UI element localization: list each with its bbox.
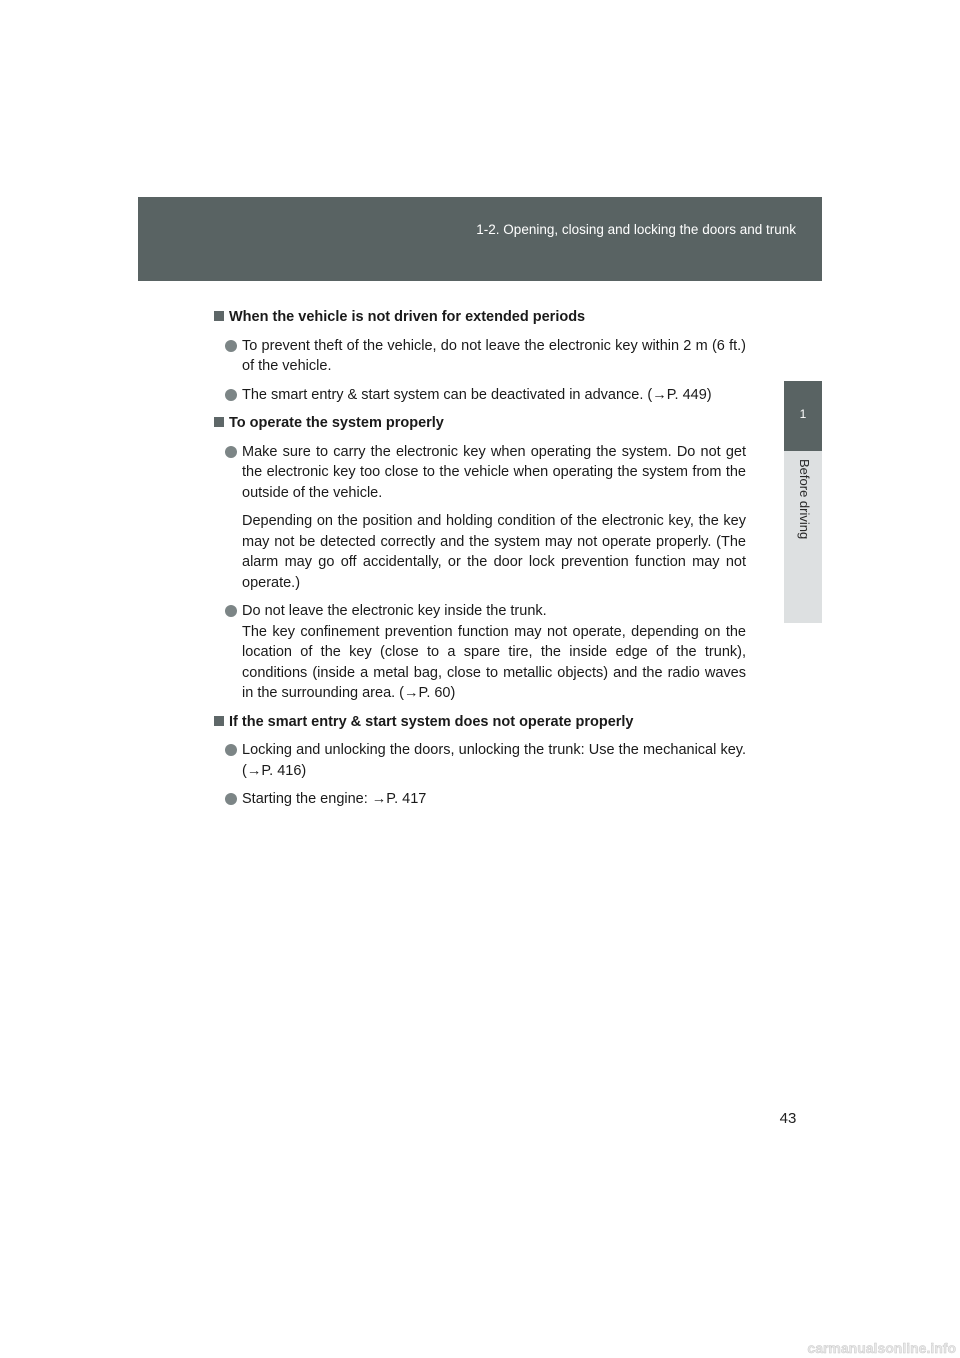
list-item-text: Depending on the position and holding condition of the electronic key, the key may not be detected correctly and the system may not operate properly. (The alarm may go off accidentally, or the door lock prevention function may not operate.): [242, 513, 746, 591]
section-heading-text: When the vehicle is not driven for extended periods: [229, 309, 586, 325]
list-item-text: To prevent theft of the vehicle, do not leave the electronic key within 2 m (6 ft.) of the vehicle.: [242, 337, 746, 374]
list-item-text: Locking and unlocking the doors, unlocking the trunk: Use the mechanical key. (→P. 416): [242, 742, 746, 779]
list-item: [214, 789, 746, 810]
list-item-text: Do not leave the electronic key inside the trunk.: [242, 603, 547, 619]
page-header-band: [138, 197, 822, 281]
section-heading: [214, 307, 746, 328]
list-item-text: The smart entry & start system can be deactivated in advance. (→P. 449): [242, 386, 712, 403]
square-bullet-icon: [214, 311, 224, 321]
round-bullet-icon: [225, 744, 237, 756]
list-item: [214, 740, 746, 781]
list-item: [214, 336, 746, 377]
page-number: 43: [779, 1110, 797, 1127]
section-title: 1-2. Opening, closing and locking the doors and trunk: [476, 222, 796, 237]
square-bullet-icon: [214, 417, 224, 427]
list-item: [214, 601, 746, 704]
round-bullet-icon: [225, 340, 237, 352]
section-heading-text: If the smart entry & start system does not operate properly: [229, 713, 634, 730]
round-bullet-icon: [225, 446, 237, 458]
round-bullet-icon: [225, 605, 237, 617]
list-item: [214, 442, 746, 594]
watermark-logo: [782, 1339, 958, 1357]
list-item-text: Make sure to carry the electronic key when operating the system. Do not get the electronic key too close to the vehicle when operating the system from the outside of the vehicle.: [242, 443, 746, 501]
section-extended-periods: [214, 307, 746, 405]
chapter-number: 1: [799, 407, 807, 421]
page-content: [214, 307, 746, 818]
watermark-text: carmanualsonline.info: [807, 1340, 956, 1356]
round-bullet-icon: [225, 793, 237, 805]
square-bullet-icon: [214, 716, 224, 726]
section-operate-properly: [214, 413, 746, 704]
list-item-text: Starting the engine: →P. 417: [242, 791, 427, 807]
list-item: [214, 385, 746, 406]
round-bullet-icon: [225, 389, 237, 401]
section-heading: [214, 413, 746, 434]
chapter-tab: [784, 381, 822, 451]
section-not-operate-properly: [214, 712, 746, 810]
list-item-text: The key confinement prevention function may not operate, depending on the location of the key (close to a spare tire, the inside edge of the trunk), conditions (inside a metal bag, close to metallic objects) and the radio waves in the surrounding area. (→P. 60): [242, 623, 746, 701]
section-heading-text: To operate the system properly: [229, 415, 444, 431]
section-heading: [214, 712, 746, 733]
chapter-label-strip: [784, 451, 822, 623]
chapter-label: Before driving: [797, 459, 812, 540]
